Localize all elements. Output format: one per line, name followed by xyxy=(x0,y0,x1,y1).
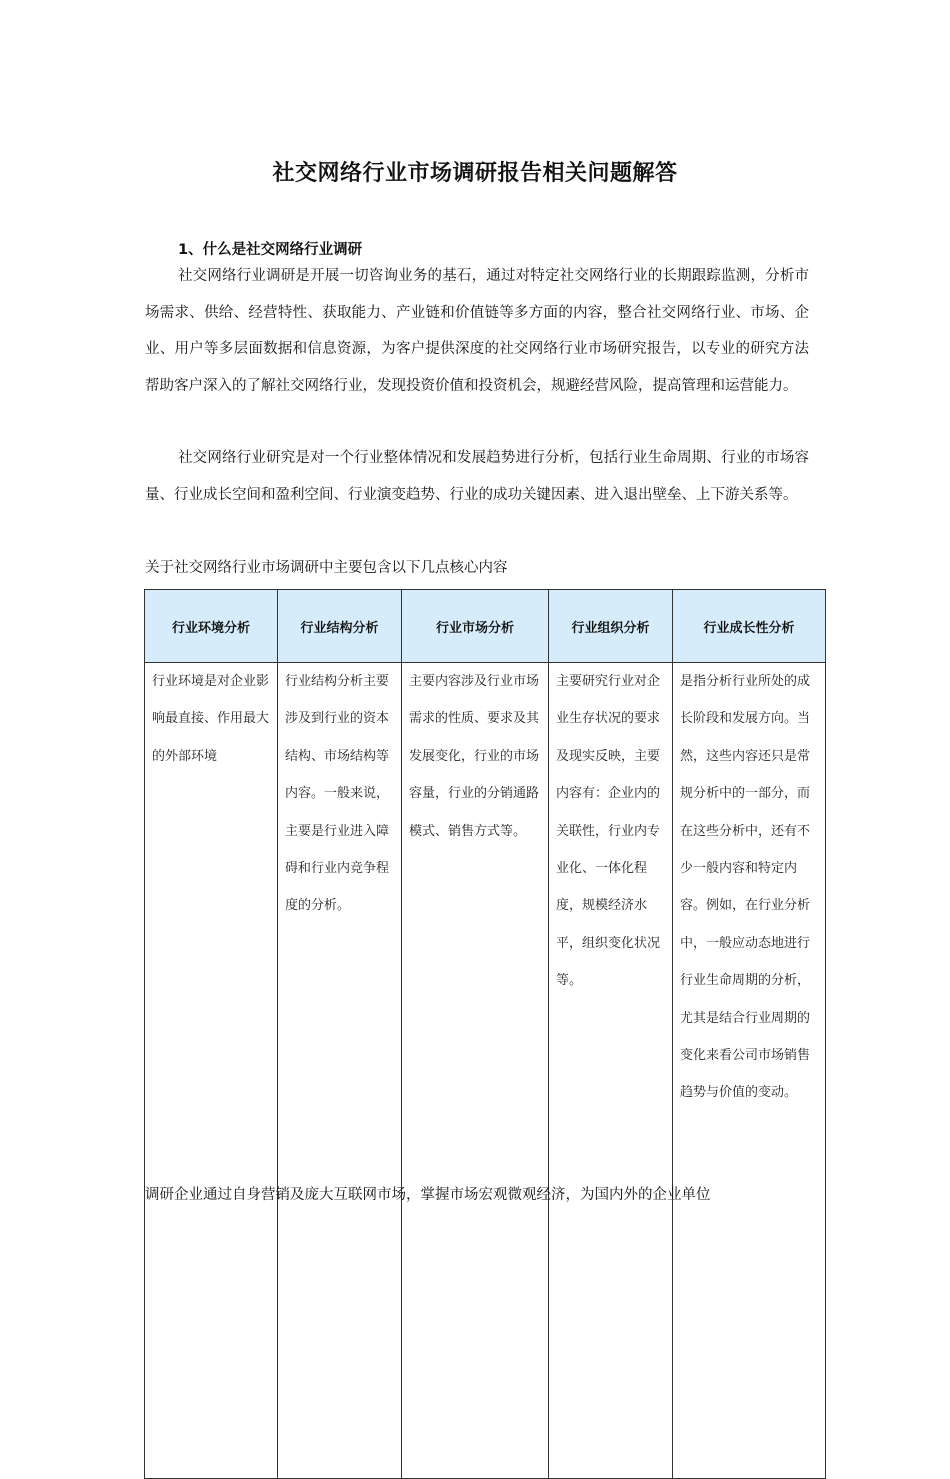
document-title: 社交网络行业市场调研报告相关问题解答 xyxy=(272,161,678,186)
table-header-row xyxy=(145,590,826,663)
section-heading: 1、什么是社交网络行业调研 xyxy=(178,242,363,258)
header-structure: 行业结构分析 xyxy=(278,590,402,663)
footer-paragraph: 调研企业通过自身营销及庞大互联网市场，掌握市场宏观微观经济，为国内外的企业单位 xyxy=(145,1187,711,1203)
core-content-table xyxy=(144,589,826,1479)
paragraph-scope: 社交网络行业研究是对一个行业整体情况和发展趋势进行分析，包括行业生命周期、行业的市场容量、行业成长空间和盈利空间、行业演变趋势、行业的成功关键因素、进入退出壁垒、上下游关系等。 xyxy=(145,450,809,503)
paragraph-definition: 社交网络行业调研是开展一切咨询业务的基石，通过对特定社交网络行业的长期跟踪监测，分析市场需求、供给、经营特性、获取能力、产业链和价值链等多方面的内容，整合社交网络行业、市场、企业、用户等多层面数据和信息资源，为客户提供深度的社交网络行业市场研究报告，以专业的研究方法帮助客户深入的了解社交网络行业，发现投资价值和投资机会，规避经营风险，提高管理和运营能力。 xyxy=(145,268,809,394)
table-intro: 关于社交网络行业市场调研中主要包含以下几点核心内容 xyxy=(145,560,508,576)
cell-env: 行业环境是对企业影响最直接、作用最大的外部环境 xyxy=(145,663,278,1479)
cell-growth: 是指分析行业所处的成长阶段和发展方向。当然，这些内容还只是常规分析中的一部分，而在这些分析中，还有不少一般内容和特定内容。例如，在行业分析中，一般应动态地进行行业生命周期的分析，尤其是结合行业周期的变化来看公司市场销售趋势与价值的变动。 xyxy=(673,663,826,1479)
cell-structure: 行业结构分析主要涉及到行业的资本结构、市场结构等内容。一般来说，主要是行业进入障碍和行业内竞争程度的分析。 xyxy=(278,663,402,1479)
header-market: 行业市场分析 xyxy=(402,590,549,663)
header-organization: 行业组织分析 xyxy=(549,590,673,663)
cell-market: 主要内容涉及行业市场需求的性质、要求及其发展变化，行业的市场容量，行业的分销通路模式、销售方式等。 xyxy=(402,663,549,1479)
cell-organization: 主要研究行业对企业生存状况的要求及现实反映，主要内容有：企业内的关联性，行业内专业化、一体化程度，规模经济水平，组织变化状况等。 xyxy=(549,663,673,1479)
table-row xyxy=(145,663,826,1479)
header-env: 行业环境分析 xyxy=(145,590,278,663)
header-growth: 行业成长性分析 xyxy=(673,590,826,663)
